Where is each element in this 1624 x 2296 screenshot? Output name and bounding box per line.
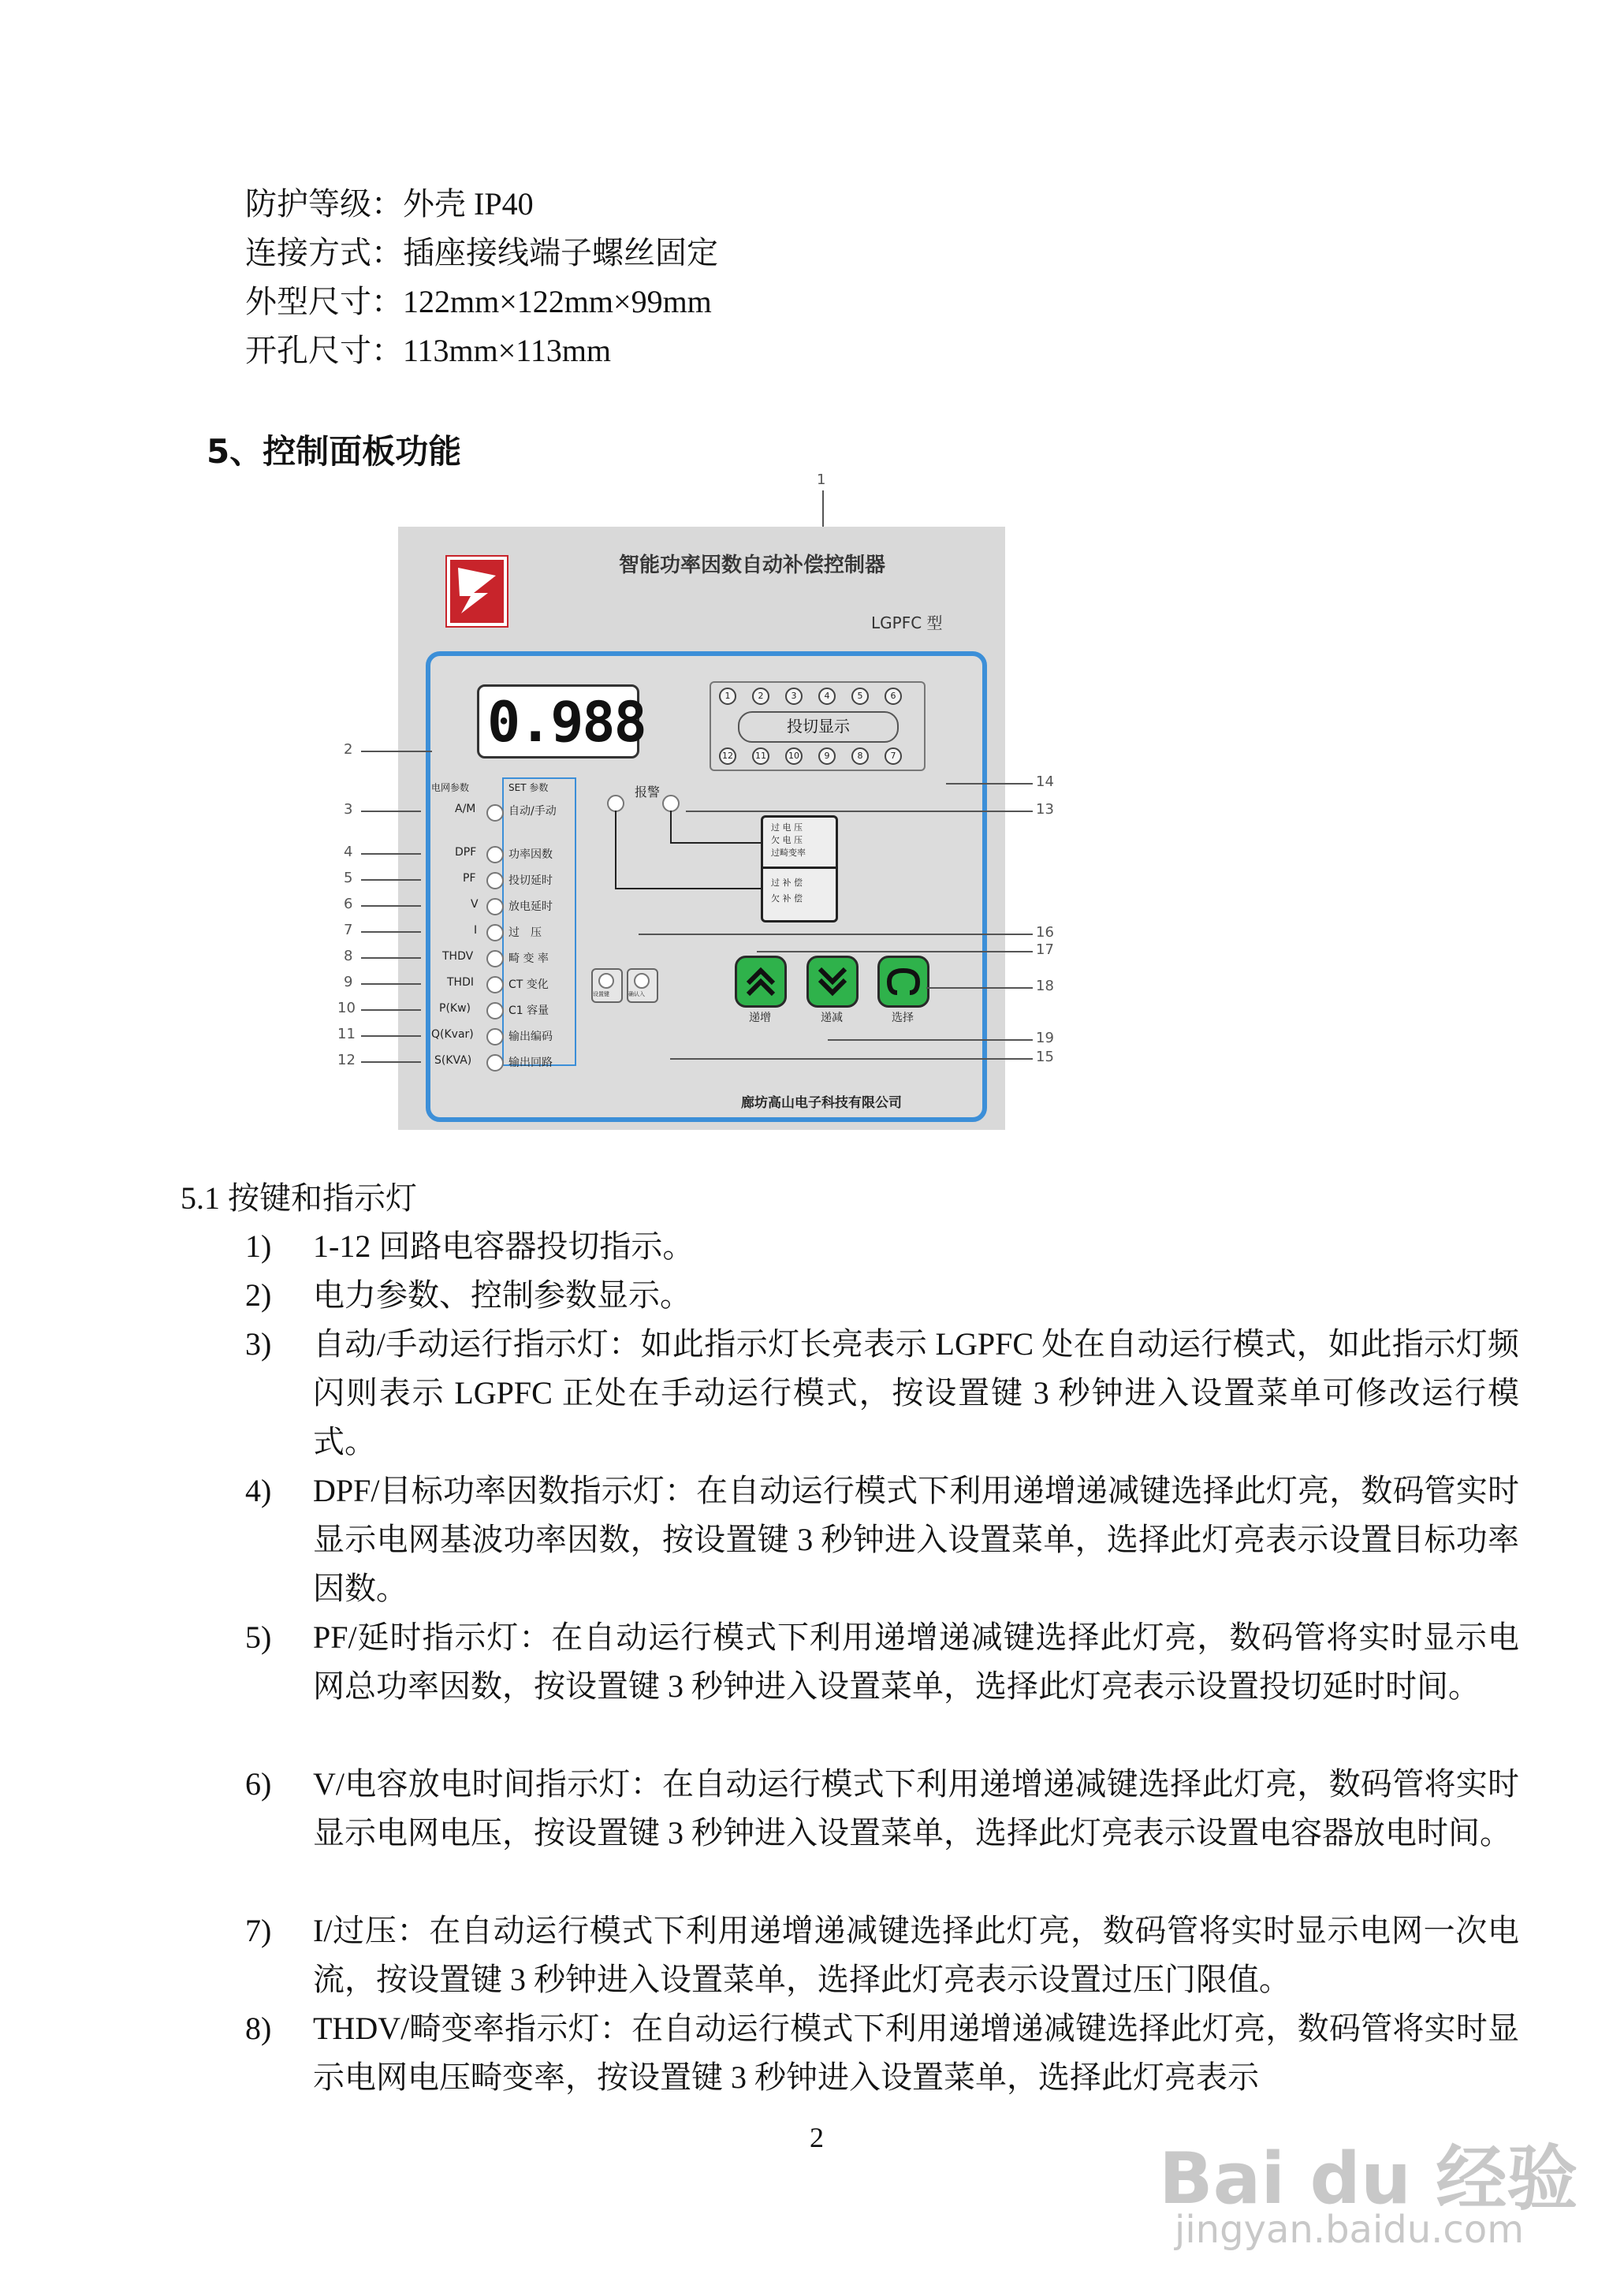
alarm-line-d: [670, 842, 761, 844]
decrease-label: 递减: [821, 1012, 843, 1024]
set-key-dot: [598, 973, 614, 989]
select-button[interactable]: [877, 956, 929, 1008]
led-s: [486, 1054, 504, 1072]
callout-7-line: [361, 931, 421, 933]
switch-indicator-group: [710, 681, 926, 771]
callout-8-line: [361, 957, 421, 959]
callout-17: 17: [1036, 941, 1054, 958]
callout-12: 12: [337, 1052, 356, 1068]
spec-protection: 防护等级：外壳 IP40: [245, 186, 534, 222]
set-key[interactable]: [591, 968, 623, 1003]
alarm-label: 报警: [635, 785, 661, 800]
alarm-undervoltage: 欠 电 压: [771, 835, 803, 845]
section-title: 5、控制面板功能: [207, 432, 462, 471]
item-number: 1): [245, 1228, 272, 1264]
item-text: 电力参数、控制参数显示。: [313, 1277, 691, 1313]
indicator-8: 8: [851, 747, 869, 765]
indicator-10: 10: [785, 747, 803, 765]
callout-8: 8: [344, 948, 353, 964]
item-number: 3): [245, 1326, 272, 1362]
led-am: [486, 804, 504, 822]
item-text: THDV/畸变率指示灯：在自动运行模式下利用递增递减键选择此灯亮，数码管将实时显示电网电压畸变率，按设置键 3 秒钟进入设置菜单，选择此灯亮表示: [313, 2011, 1519, 2095]
led-alarm-2: [662, 795, 680, 812]
chevron-up-icon: [737, 958, 784, 1005]
panel-title: 智能功率因数自动补偿控制器: [619, 554, 886, 577]
watermark-logo: Bai du 经验: [1159, 2138, 1578, 2220]
chevron-down-icon: [809, 958, 856, 1005]
item-text: PF/延时指示灯：在自动运行模式下利用递增递减键选择此灯亮，数码管将实时显示电网总功率因数，按设置键 3 秒钟进入设置菜单，选择此灯亮表示设置投切延时时间。: [313, 1620, 1519, 1704]
spec-dimensions: 外型尺寸：122mm×122mm×99mm: [245, 284, 712, 319]
alarm-box: [761, 815, 838, 922]
callout-15-line: [670, 1058, 1033, 1060]
label-auto-manual: 自动/手动: [508, 805, 557, 818]
grid-params-header: 电网参数: [431, 782, 470, 793]
item-number: 5): [245, 1620, 272, 1655]
callout-18: 18: [1036, 978, 1054, 994]
callout-16-line: [639, 934, 1033, 935]
increase-button[interactable]: [735, 956, 787, 1008]
callout-13: 13: [1036, 801, 1054, 818]
indicator-2: 2: [752, 688, 769, 705]
set-key-label: 设置键: [593, 991, 609, 997]
alarm-line-c: [670, 811, 672, 844]
confirm-key-dot: [634, 973, 650, 989]
item-text: 1-12 回路电容器投切指示。: [313, 1228, 695, 1264]
indicator-4: 4: [818, 688, 836, 705]
callout-9: 9: [344, 974, 353, 990]
callout-6: 6: [344, 896, 353, 912]
led-q: [486, 1028, 504, 1046]
callout-10: 10: [337, 1000, 356, 1016]
callout-6-line: [361, 905, 421, 907]
company-name: 廊坊高山电子科技有限公司: [741, 1095, 902, 1111]
callout-1: 1: [817, 472, 826, 488]
digital-display: [477, 684, 646, 758]
label-am: A/M: [455, 803, 476, 815]
label-c1-capacity: C1 容量: [508, 1004, 549, 1017]
led-i: [486, 924, 504, 941]
indicator-1: 1: [719, 688, 736, 705]
subsection-title: 5.1 按键和指示灯: [181, 1180, 417, 1216]
callout-19: 19: [1036, 1030, 1054, 1046]
indicator-3: 3: [785, 688, 803, 705]
label-dpf: DPF: [455, 846, 477, 859]
item-text: V/电容放电时间指示灯：在自动运行模式下利用递增递减键选择此灯亮，数码管将实时显示电网电压，按设置键 3 秒钟进入设置菜单，选择此灯亮表示设置电容器放电时间。: [313, 1766, 1519, 1851]
callout-14: 14: [1036, 773, 1054, 790]
callout-14-line: [946, 783, 1033, 785]
alarm-line-a: [615, 811, 616, 889]
callout-3-line: [361, 811, 421, 812]
item-number: 8): [245, 2011, 272, 2046]
label-p: P(Kw): [439, 1002, 471, 1015]
callout-11: 11: [337, 1026, 356, 1042]
callout-2-line: [361, 751, 432, 752]
spec-connection: 连接方式：插座接线端子螺丝固定: [245, 235, 718, 270]
label-overvoltage: 过 压: [508, 926, 542, 939]
led-v: [486, 898, 504, 915]
callout-3: 3: [344, 801, 353, 818]
label-ct-ratio: CT 变化: [508, 978, 549, 991]
callout-10-line: [361, 1009, 421, 1011]
alarm-undercomp: 欠 补 偿: [771, 893, 803, 904]
model-label: LGPFC 型: [871, 613, 943, 632]
indicator-5: 5: [851, 688, 869, 705]
label-thdv: THDV: [442, 950, 474, 963]
led-thdi: [486, 976, 504, 993]
watermark-url: jingyan.baidu.com: [1175, 2208, 1524, 2252]
callout-11-line: [361, 1035, 421, 1037]
spec-cutout: 开孔尺寸：113mm×113mm: [245, 333, 612, 368]
led-thdv: [486, 950, 504, 967]
label-q: Q(Kvar): [431, 1028, 474, 1041]
indicator-12: 12: [719, 747, 736, 765]
item-text: 自动/手动运行指示灯：如此指示灯长亮表示 LGPFC 处在自动运行模式，如此指示灯频闪则表示 LGPFC 正处在手动运行模式，按设置键 3 秒钟进入设置菜单可修改运行模式。: [313, 1326, 1519, 1459]
label-v: V: [471, 898, 479, 911]
item-number: 2): [245, 1277, 272, 1313]
set-params-header: SET 参数: [508, 782, 549, 793]
callout-19-line: [828, 1039, 1033, 1041]
callout-15: 15: [1036, 1049, 1054, 1065]
callout-5: 5: [344, 870, 353, 886]
alarm-overcomp: 过 补 偿: [771, 878, 803, 888]
confirm-key[interactable]: [627, 968, 658, 1003]
set-params-box: [502, 777, 576, 1066]
callout-7: 7: [344, 922, 353, 938]
item-number: 4): [245, 1473, 272, 1508]
label-output-loop: 输出回路: [508, 1057, 553, 1069]
alarm-divider: [763, 867, 836, 869]
callout-12-line: [361, 1061, 421, 1063]
indicator-9: 9: [818, 747, 836, 765]
label-distortion-rate: 畸 变 率: [508, 952, 549, 965]
label-discharge-delay: 放电延时: [508, 900, 553, 913]
indicator-7: 7: [885, 747, 902, 765]
select-label: 选择: [892, 1012, 914, 1024]
callout-4: 4: [344, 844, 353, 860]
company-logo: [447, 557, 507, 626]
callout-9-line: [361, 983, 421, 985]
item-number: 6): [245, 1766, 272, 1802]
callout-13-line: [686, 811, 1033, 812]
callout-17-line: [757, 951, 1033, 952]
confirm-key-label: 确认入: [628, 991, 645, 997]
loop-icon: [880, 958, 927, 1005]
label-pf: PF: [463, 872, 476, 885]
item-number: 7): [245, 1913, 272, 1948]
label-switch-delay: 投切延时: [508, 874, 553, 887]
led-dpf: [486, 846, 504, 863]
label-power-factor: 功率因数: [508, 848, 553, 861]
callout-18-line: [926, 987, 1033, 989]
label-thdi: THDI: [447, 976, 474, 989]
label-i: I: [474, 924, 478, 937]
display-value: 0.988: [487, 690, 646, 755]
alarm-distortion: 过畸变率: [771, 848, 806, 858]
switch-display-label: 投切显示: [738, 711, 899, 743]
alarm-overvoltage: 过 电 压: [771, 822, 803, 833]
item-text: I/过压：在自动运行模式下利用递增递减键选择此灯亮，数码管将实时显示电网一次电流，按设置键 3 秒钟进入设置菜单，选择此灯亮表示设置过压门限值。: [313, 1913, 1519, 1997]
callout-5-line: [361, 879, 421, 881]
led-pf: [486, 872, 504, 889]
led-p: [486, 1002, 504, 1019]
alarm-line-b: [615, 888, 761, 889]
callout-4-line: [361, 853, 421, 855]
decrease-button[interactable]: [806, 956, 859, 1008]
led-alarm-1: [607, 795, 624, 812]
item-text: DPF/目标功率因数指示灯：在自动运行模式下利用递增递减键选择此灯亮，数码管实时显示电网基波功率因数，按设置键 3 秒钟进入设置菜单，选择此灯亮表示设置目标功率因数。: [313, 1473, 1519, 1606]
callout-2: 2: [344, 741, 353, 758]
page-number: 2: [810, 2122, 824, 2153]
callout-16: 16: [1036, 924, 1054, 941]
indicator-6: 6: [885, 688, 902, 705]
label-s: S(KVA): [434, 1054, 472, 1067]
label-output-code: 输出编码: [508, 1031, 553, 1043]
indicator-11: 11: [752, 747, 769, 765]
increase-label: 递增: [749, 1012, 771, 1024]
